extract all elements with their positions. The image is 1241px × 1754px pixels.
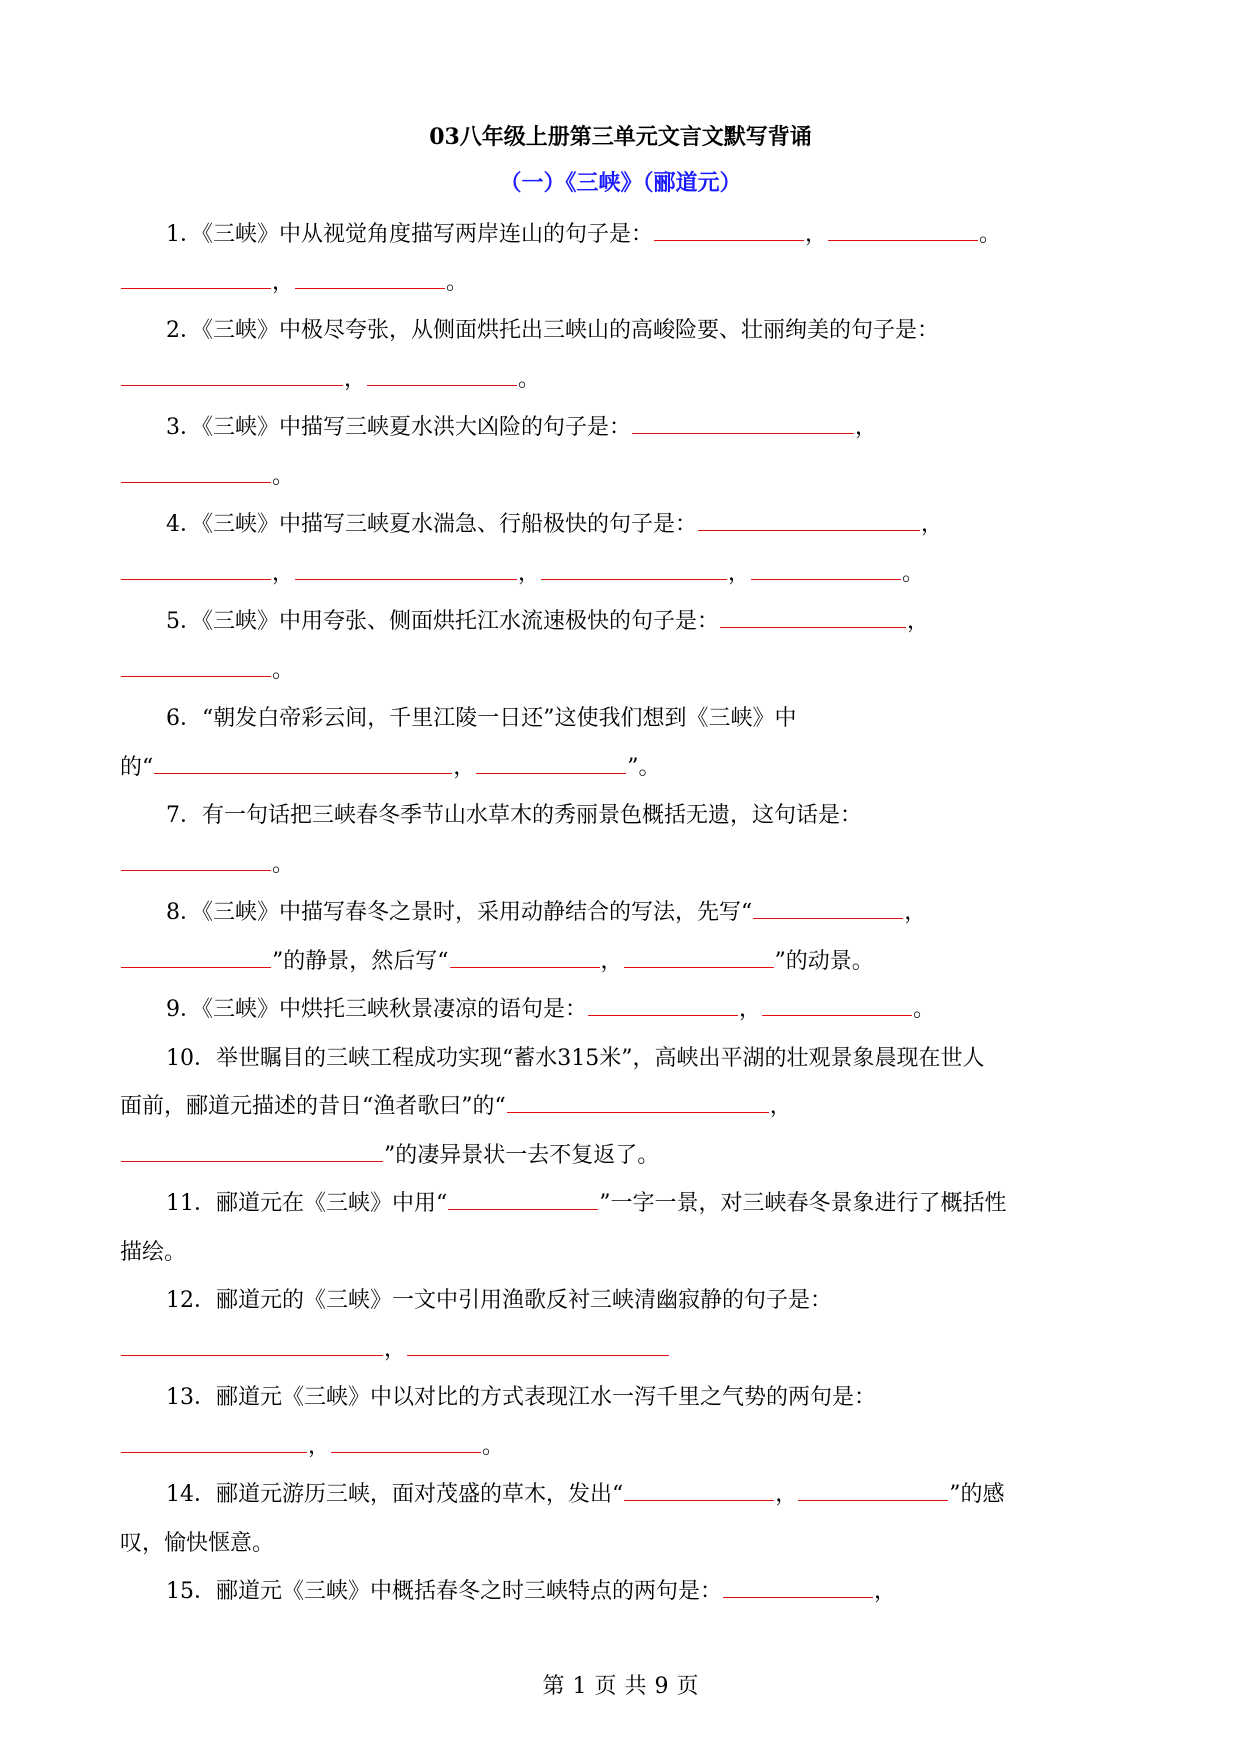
- question-13: 13．郦道元《三峡》中以对比的方式表现江水一泻千里之气势的两句是：: [166, 1385, 876, 1410]
- answer-blank[interactable]: [720, 626, 906, 628]
- answer-blank[interactable]: [121, 384, 343, 386]
- question-14: 14．郦道元游历三峡，面对茂盛的草木，发出“ ， ”的感: [166, 1482, 1005, 1507]
- answer-blank[interactable]: [331, 1451, 481, 1453]
- answer-blank[interactable]: [295, 578, 517, 580]
- question-4: 4．《三峡》中描写三峡夏水湍急、行船极快的句子是： ，: [166, 512, 944, 537]
- answer-blank[interactable]: [624, 1499, 774, 1501]
- answer-blank[interactable]: [121, 1354, 383, 1356]
- answer-blank[interactable]: [407, 1354, 669, 1356]
- question-3-cont: 。: [120, 462, 294, 492]
- question-7: 7．有一句话把三峡春冬季节山水草木的秀丽景色概括无遗，这句话是：: [166, 803, 862, 828]
- answer-blank[interactable]: [295, 287, 445, 289]
- answer-blank[interactable]: [588, 1014, 738, 1016]
- current-page-number: 1: [572, 1674, 587, 1699]
- answer-blank[interactable]: [624, 966, 774, 968]
- answer-blank[interactable]: [723, 1596, 873, 1598]
- question-12: 12．郦道元的《三峡》一文中引用渔歌反衬三峡清幽寂静的句子是：: [166, 1288, 832, 1313]
- answer-blank[interactable]: [121, 869, 271, 871]
- answer-blank[interactable]: [121, 481, 271, 483]
- answer-blank[interactable]: [798, 1499, 948, 1501]
- question-2: 2．《三峡》中极尽夸张，从侧面烘托出三峡山的高峻险要、壮丽绚美的句子是：: [166, 318, 939, 343]
- section-subtitle: （一）《三峡》（郦道元）: [499, 170, 742, 196]
- question-2-cont: ， 。: [120, 365, 540, 395]
- question-12-cont: ，: [120, 1335, 670, 1365]
- question-8-cont: ”的静景，然后写“ ， ”的动景。: [120, 947, 874, 977]
- question-10: 10．举世瞩目的三峡工程成功实现“蓄水315米”，高峡出平湖的壮观景象晨现在世人: [166, 1046, 985, 1071]
- question-6-cont: 的“ ， ”。: [120, 755, 661, 780]
- question-14-cont: 叹，愉快惬意。: [120, 1531, 275, 1556]
- answer-blank[interactable]: [154, 772, 452, 774]
- total-pages: 9: [654, 1674, 669, 1699]
- answer-blank[interactable]: [632, 432, 854, 434]
- answer-blank[interactable]: [753, 917, 903, 919]
- question-1-cont: ， 。: [120, 268, 468, 298]
- answer-blank[interactable]: [448, 1208, 598, 1210]
- answer-blank[interactable]: [698, 529, 920, 531]
- answer-blank[interactable]: [121, 675, 271, 677]
- answer-blank[interactable]: [121, 578, 271, 580]
- question-5: 5．《三峡》中用夸张、侧面烘托江水流速极快的句子是： ，: [166, 609, 930, 634]
- answer-blank[interactable]: [121, 966, 271, 968]
- answer-blank[interactable]: [450, 966, 600, 968]
- question-10-cont2: ”的凄异景状一去不复返了。: [120, 1141, 659, 1171]
- question-9: 9．《三峡》中烘托三峡秋景凄凉的语句是： ， 。: [166, 997, 936, 1022]
- answer-blank[interactable]: [751, 578, 901, 580]
- question-13-cont: ， 。: [120, 1432, 504, 1462]
- answer-blank[interactable]: [121, 1451, 307, 1453]
- answer-blank[interactable]: [828, 239, 978, 241]
- page-footer: 第 1 页 共 9 页: [542, 1674, 699, 1699]
- answer-blank[interactable]: [654, 239, 804, 241]
- question-11-cont: 描绘。: [120, 1240, 187, 1265]
- answer-blank[interactable]: [121, 287, 271, 289]
- question-11: 11．郦道元在《三峡》中用“ ”一字一景，对三峡春冬景象进行了概括性: [166, 1191, 1007, 1216]
- document-title: 03八年级上册第三单元文言文默写背诵: [429, 124, 812, 150]
- answer-blank[interactable]: [762, 1014, 912, 1016]
- answer-blank[interactable]: [541, 578, 727, 580]
- question-5-cont: 。: [120, 656, 294, 686]
- question-15: 15．郦道元《三峡》中概括春冬之时三峡特点的两句是： ，: [166, 1579, 897, 1604]
- answer-blank[interactable]: [121, 1160, 383, 1162]
- question-3: 3．《三峡》中描写三峡夏水洪大凶险的句子是： ，: [166, 415, 878, 440]
- answer-blank[interactable]: [507, 1111, 769, 1113]
- question-4-cont: ， ， ， 。: [120, 559, 924, 589]
- question-8: 8．《三峡》中描写春冬之景时，采用动静结合的写法，先写“ ，: [166, 900, 927, 925]
- answer-blank[interactable]: [476, 772, 626, 774]
- question-7-cont: 。: [120, 850, 294, 880]
- question-10-cont: 面前，郦道元描述的昔日“渔者歌曰”的“ ，: [120, 1094, 792, 1119]
- answer-blank[interactable]: [367, 384, 517, 386]
- question-6: 6．“朝发白帝彩云间，千里江陵一日还”这使我们想到《三峡》中: [166, 706, 797, 731]
- question-1: 1．《三峡》中从视觉角度描写两岸连山的句子是： ， 。: [166, 222, 1002, 247]
